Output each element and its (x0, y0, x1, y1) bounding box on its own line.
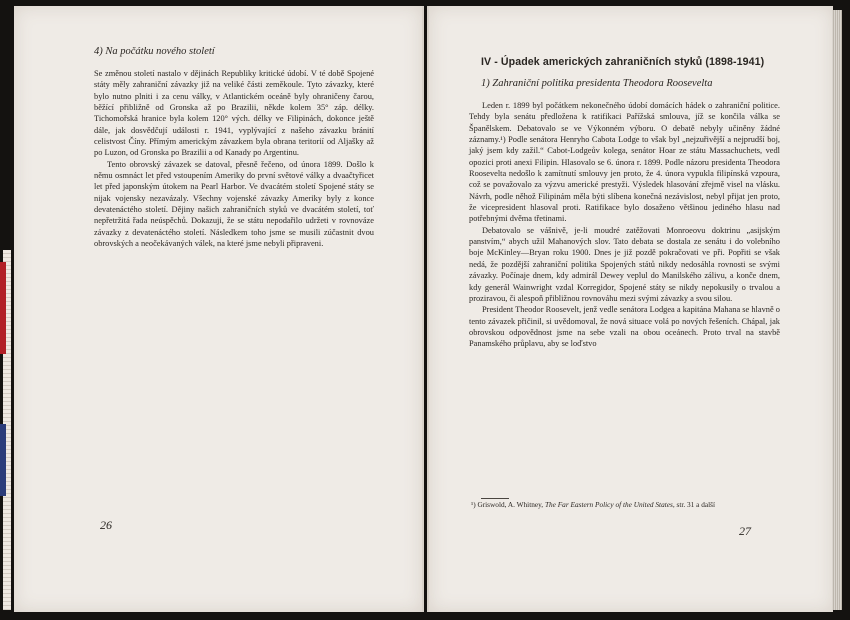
left-section-heading: 4) Na počátku nového století (94, 46, 215, 57)
footnote-pages: str. 31 a další (676, 500, 715, 509)
right-paragraph-1: Leden r. 1899 byl počátkem nekonečného údobí domácích hádek o zahraniční politice. Tehdy byla senátu předložena k ratifikaci Pařížská smlouva, jíž se končila válka se Španělskem. Debatovalo se ve Výkonném výboru. O debatě nebyly učiněny žádné záznamy.¹) Podle senátora Henryho Cabota Lodge to však byl „nejzuřivější a nejprudší boj, jaký jsem kdy zažil.“ Cabot-Lodgeův kolega, senátor Hoar ze státu Massachuchets, vedl opozici proti anexi Filipin. Hlasovalo se 6. února r. 1899. Podle názoru presidenta Theodora Roosevelta nedošlo k zamítnutí smlouvy jen proto, že 4. února vypukla filipínská vzpoura, což se považovalo za výzvu americké prestyži. Výsledek hlasování zřejmě visel na vlásku. Návrh, podle něhož Filipinám měla býti slíbena konečná nezávislost, nebyl přijat jen proto, že vicepresident hlasoval proti. Ratifikace bylo dosaženo většinou jediného hlasu nad potřebnými dvěma třetinami. (469, 101, 780, 224)
left-page (14, 6, 424, 612)
footnote-book-title: The Far Eastern Policy of the United States, (544, 500, 675, 509)
left-page-number: 26 (100, 518, 112, 532)
right-page-number: 27 (739, 524, 751, 538)
footnote-rule (481, 498, 509, 499)
left-paragraph-1: Se změnou století nastalo v dějinách Republiky kritické údobí. V té době Spojené státy měly zahraniční závazky již na veliké části zeměkoule. Tyto závazky, které bylo nutno plniti i za cenu války, v Atlantickém oceáně byly ohraničeny čarou, běžící přibližně od Gronska až po Brazilii, někde kolem 35° záp. délky. Tichomořská hranice byla kolem 120° vých. délky ve Filipinách, dokonce ještě dále, jak dosvědčují události r. 1941, vyplývající z našeho závazku bránití celistvost Číny. Přímým americkým závazkem byla obrana teritorií od Aljašky až po Luzon, od Gronska po Brazilii a od Kanady po Argentinu. (94, 69, 374, 158)
right-section-heading: 1) Zahraniční politika presidenta Theodora Roosevelta (481, 78, 713, 89)
blue-bookmark-ribbon (0, 424, 6, 496)
right-page-edges (832, 10, 842, 610)
red-bookmark-ribbon (0, 262, 6, 354)
chapter-heading: IV - Úpadek amerických zahraničních styků (1898-1941) (481, 56, 765, 68)
right-paragraph-2: Debatovalo se vášnivě, je-li moudré zatěžovati Monroeovu doktrinu „asijským panstvím,“ abych užil Mahanových slov. Tato debata se dostala ze senátu i do volebního boje McKinley—Bryan roku 1900. Dnes je již pozdě pokračovati ve při. Popřiti se však nedá, že pozdější zahraniční politika Spojených států nikdy nedosáhla rovnosti se svými závazky. Počínaje dnem, kdy admirál Dewey veplul do Manilského zálivu, a konče dnem, kdy generál Wainwright vzdal Korregidor, Spojené státy se nikdy nepokusily o trvalou a proziravou, či alespoň přibližnou rovnováhu mezi svými závazky a svou silou. (469, 225, 780, 303)
footnote-marker: ¹) (471, 500, 476, 509)
footnote (471, 500, 811, 510)
right-paragraph-3: President Theodor Roosevelt, jenž vedle senátora Lodgea a kapitána Mahana se hlavně o tento závazek přičinil, si uvědomoval, že nová situace volá po nových řešeních. Chápal, jak obrovskou odpovědnost jsme na sebe vzali na obou oceánech. Proto trval na stavbě Panamského průplavu, aby se loďstvo (469, 305, 780, 349)
footnote-author: Griswold, A. Whitney, (477, 500, 544, 509)
right-body-text (469, 100, 780, 350)
left-body-text (94, 68, 374, 250)
left-paragraph-2: Tento obrovský závazek se datoval, přesně řečeno, od února 1899. Došlo k němu osmnáct let před vstoupením Ameriky do první světové války a dvaačtyřicet let před japonským útokem na Pearl Harbor. Ve dvacátém století Spojené státy se nijak vojensky nezavázaly. Všechny vojenské závazky Ameriky byly z konce devatenáctého století. Dějiny našich zahraničních styků ve dvacátém století, toť nepřetržitá řada neúspěchů. Dokazuji, že se státu nepodařilo udržeti v rovnováze závazky z devatenáctého století. Následkem toho jsme se musili zúčastnit dvou obrovských a neočekávaných válek, na které jsme nebyli připraveni. (94, 159, 374, 249)
right-page (427, 6, 833, 612)
